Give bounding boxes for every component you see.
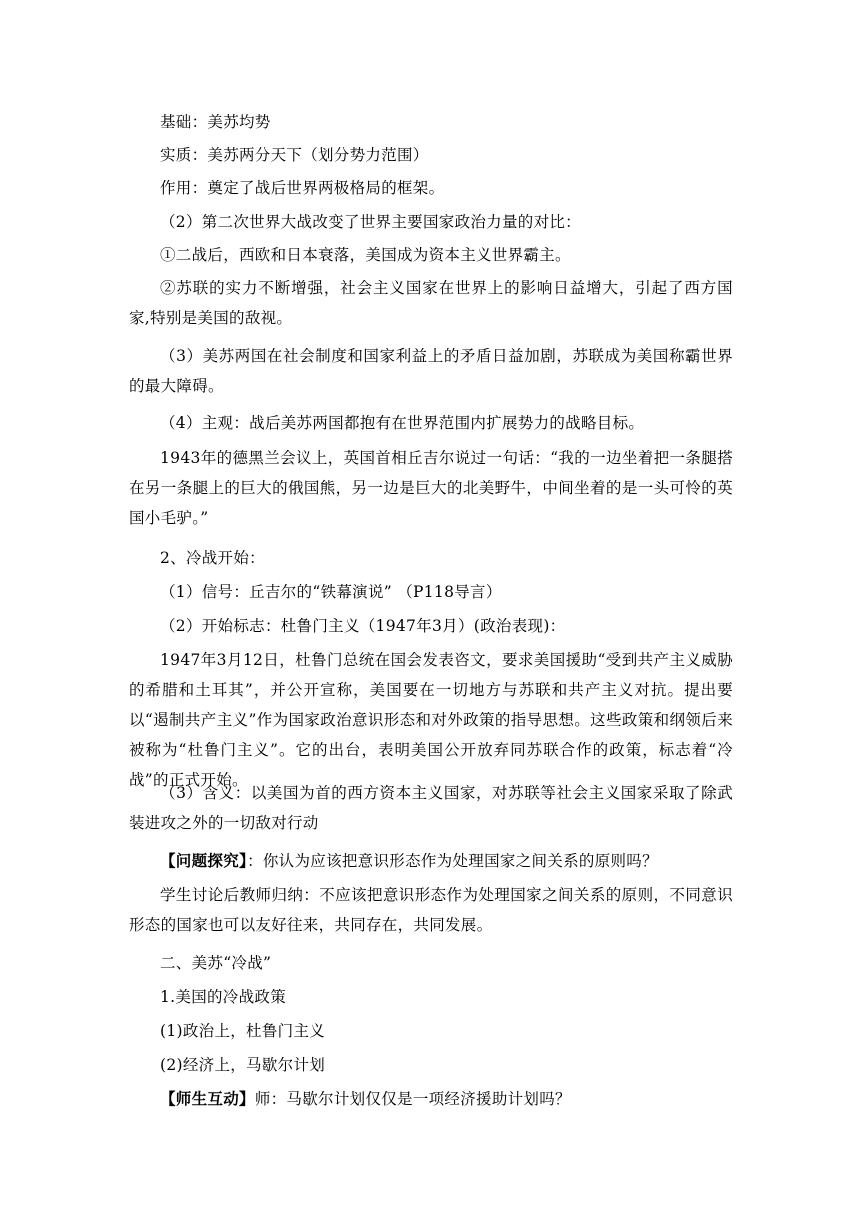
paragraph-point2: （2）第二次世界大战改变了世界主要国家政治力量的对比： (160, 213, 581, 231)
paragraph-inquiry (129, 846, 733, 876)
paragraph-political: (1)政治上，杜鲁门主义 (160, 1022, 326, 1040)
inquiry-text: ：你认为应该把意识形态作为处理国家之间关系的原则吗？ (247, 852, 658, 870)
paragraph-point2b: ②苏联的实力不断增强，社会主义国家在世界上的影响日益增大，引起了西方国家,特别是美国的敌视。 (129, 279, 733, 327)
paragraph-cold-war-start: 2、冷战开始： (160, 549, 265, 567)
paragraph-section2: 二、美苏“冷战” (160, 954, 272, 972)
paragraph-interaction (129, 1084, 733, 1114)
paragraph-discussion: 学生讨论后教师归纳：不应该把意识形态作为处理国家之间关系的原则，不同意识形态的国家也可以友好往来，共同存在，共同发展。 (129, 886, 733, 934)
paragraph-policy: 1.美国的冷战政策 (160, 988, 286, 1006)
paragraph-truman-doctrine: 1947年3月12日，杜鲁门总统在国会发表咨文，要求美国援助“受到共产主义威胁的希腊和土耳其”，并公开宣称，美国要在一切地方与苏联和共产主义对抗。提出要以“遏制共产主义”作为国家政治意识形态和对外政策的指导思想。这些政策和纲领后来被称为“杜鲁门主义”。它的出台，表明美国公开放弃同苏联合作的政策，标志着“冷战”的正式开始。 (129, 651, 733, 789)
paragraph-essence: 实质：美苏两分天下（划分势力范围） (160, 146, 429, 164)
interaction-label: 【师生互动】 (160, 1089, 255, 1108)
paragraph-point3: （3）美苏两国在社会制度和国家利益上的矛盾日益加剧，苏联成为美国称霸世界的最大障碍。 (129, 347, 733, 395)
paragraph-tehran: 1943年的德黑兰会议上，英国首相丘吉尔说过一句话：“我的一边坐着把一条腿搭在另一条腿上的巨大的俄国熊，另一边是巨大的北美野牛，中间坐着的是一头可怜的英国小毛驴。” (129, 449, 733, 527)
paragraph-start-mark: （2）开始标志：杜鲁门主义（1947年3月）(政治表现)： (160, 617, 566, 635)
paragraph-signal: （1）信号：丘吉尔的“铁幕演说” （P118导言） (160, 583, 502, 601)
paragraph-meaning: （3）含义：以美国为首的西方资本主义国家，对苏联等社会主义国家采取了除武装进攻之外的一切敌对行动 (129, 784, 733, 832)
paragraph-effect: 作用：奠定了战后世界两极格局的框架。 (160, 179, 445, 197)
paragraph-basis: 基础：美苏均势 (160, 113, 271, 131)
inquiry-label: 【问题探究】 (160, 851, 248, 870)
paragraph-economic: (2)经济上，马歇尔计划 (160, 1056, 326, 1074)
paragraph-point4: （4）主观：战后美苏两国都抱有在世界范围内扩展势力的战略目标。 (160, 414, 645, 432)
paragraph-point2a: ①二战后，西欧和日本衰落，美国成为资本主义世界霸主。 (160, 246, 571, 264)
interaction-text: 师：马歇尔计划仅仅是一项经济援助计划吗？ (254, 1090, 571, 1108)
